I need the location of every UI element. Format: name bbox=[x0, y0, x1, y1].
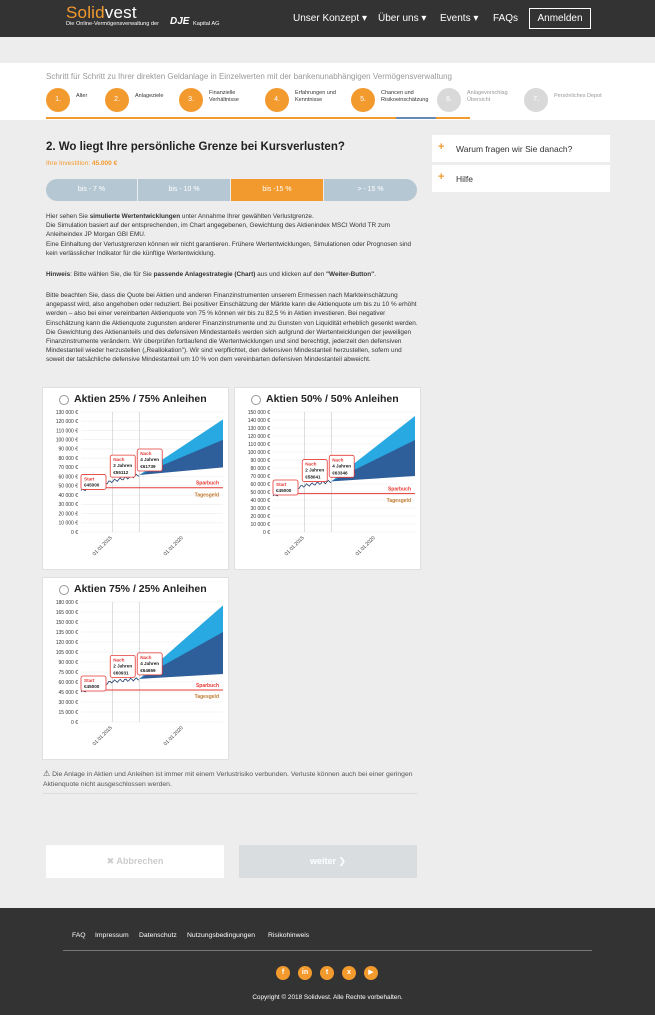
logo-dje: DJE bbox=[170, 16, 190, 27]
y-tick-label: 130 000 € bbox=[55, 409, 78, 416]
radio-button[interactable] bbox=[251, 395, 261, 405]
chart-50-50 bbox=[235, 408, 420, 568]
footer-divider bbox=[63, 950, 592, 951]
y-tick-label: 80 000 € bbox=[250, 465, 270, 472]
callout-value: €45000 bbox=[84, 482, 100, 488]
y-tick-label: 30 000 € bbox=[58, 699, 78, 706]
callout-label: 4 Jahren bbox=[332, 463, 352, 469]
y-tick-label: 90 000 € bbox=[250, 457, 270, 464]
step-number: 6. bbox=[437, 88, 461, 112]
callout-value: €45000 bbox=[276, 488, 292, 493]
y-tick-label: 120 000 € bbox=[55, 419, 78, 426]
step-label-line1: Erfahrungen und bbox=[295, 90, 336, 96]
y-tick-label: 0 € bbox=[71, 529, 78, 536]
faq-why-label: Warum fragen wir Sie danach? bbox=[456, 144, 573, 154]
footer-link-risikohinweis[interactable]: Risikohinweis bbox=[268, 932, 310, 939]
callout-label: Nach bbox=[140, 451, 152, 457]
x-tick-label: 01.01.2020 bbox=[354, 535, 377, 558]
callout-label: 2 Jahren bbox=[305, 467, 325, 473]
step-label-line1: Persönliches Depot bbox=[554, 93, 602, 99]
chevron-down-icon: ▾ bbox=[361, 13, 367, 24]
y-tick-label: 110 000 € bbox=[248, 441, 270, 448]
xing-icon[interactable]: x bbox=[342, 966, 356, 980]
footer bbox=[0, 908, 655, 1015]
divider bbox=[43, 793, 417, 794]
cancel-button[interactable] bbox=[46, 845, 224, 878]
progress-bar-current bbox=[396, 117, 436, 119]
radio-button[interactable] bbox=[59, 585, 69, 595]
step-label-line2: Verhältnisse bbox=[209, 97, 239, 103]
callout-label: Start bbox=[84, 476, 95, 482]
y-tick-label: 30 000 € bbox=[58, 502, 78, 509]
y-tick-label: 120 000 € bbox=[247, 433, 270, 440]
y-tick-label: 15 000 € bbox=[58, 709, 78, 716]
callout-label: 4 Jahren bbox=[140, 660, 160, 666]
callout-label: Start bbox=[84, 678, 95, 683]
chevron-down-icon: ▾ bbox=[473, 13, 479, 24]
y-tick-label: 30 000 € bbox=[250, 505, 270, 512]
callout-label: Nach bbox=[305, 461, 317, 467]
y-tick-label: 60 000 € bbox=[58, 679, 78, 686]
y-tick-label: 105 000 € bbox=[55, 649, 78, 656]
x-tick-label: 01.01.2020 bbox=[162, 725, 185, 748]
step-label bbox=[554, 93, 602, 100]
step-label-line1: Alter bbox=[76, 93, 88, 99]
step-number: 2. bbox=[105, 88, 129, 112]
investment-value: 45.000 € bbox=[91, 160, 118, 167]
nav-unser-konzept[interactable] bbox=[293, 13, 367, 24]
step-label-line1: Anlageziele bbox=[135, 93, 164, 99]
callout-label: Nach bbox=[113, 657, 125, 663]
y-tick-label: 80 000 € bbox=[58, 455, 78, 462]
nav-ueber-uns[interactable] bbox=[378, 13, 426, 24]
callout-label: Nach bbox=[140, 654, 152, 660]
y-tick-label: 130 000 € bbox=[247, 425, 270, 432]
cancel-label: Abbrechen bbox=[116, 856, 164, 866]
close-icon: ✖ bbox=[106, 856, 115, 866]
callout-label: Start bbox=[276, 482, 287, 487]
step-label-line1: Finanzielle bbox=[209, 90, 236, 96]
linkedin-icon[interactable]: in bbox=[298, 966, 312, 980]
chart-25-75 bbox=[43, 408, 228, 568]
chevron-right-icon: ❯ bbox=[338, 856, 347, 866]
y-tick-label: 10 000 € bbox=[58, 520, 78, 527]
next-button[interactable] bbox=[239, 845, 417, 878]
hint-bold: passende Anlagestrategie (Chart) bbox=[153, 271, 256, 278]
footer-link-impressum[interactable]: Impressum bbox=[95, 932, 129, 939]
chart-title: Aktien 25% / 75% Anleihen bbox=[74, 393, 207, 405]
y-tick-label: 90 000 € bbox=[58, 446, 78, 453]
nav-events[interactable] bbox=[440, 13, 478, 24]
youtube-icon[interactable]: ▶ bbox=[364, 966, 378, 980]
callout-value: €64659 bbox=[140, 667, 156, 673]
help-label: Hilfe bbox=[456, 174, 474, 184]
step-label-line2: Kenntnisse bbox=[295, 97, 323, 103]
y-tick-label: 10 000 € bbox=[250, 521, 270, 528]
nav-label: Unser Konzept bbox=[293, 13, 360, 24]
x-tick-label: 01.01.2015 bbox=[91, 535, 114, 558]
nav-label: Events bbox=[440, 13, 471, 24]
y-tick-label: 140 000 € bbox=[247, 417, 270, 424]
y-tick-label: 150 000 € bbox=[247, 409, 270, 416]
callout-value: €55112 bbox=[113, 470, 129, 476]
step-bar bbox=[0, 63, 655, 120]
step-number: 1. bbox=[46, 88, 70, 112]
step-label bbox=[209, 90, 239, 104]
next-label: weiter bbox=[309, 856, 336, 866]
callout-label: Nach bbox=[332, 457, 344, 463]
plus-icon: + bbox=[438, 171, 445, 183]
callout-value: €58041 bbox=[305, 474, 321, 480]
footer-link-faq[interactable]: FAQ bbox=[72, 932, 86, 939]
radio-button[interactable] bbox=[59, 395, 69, 405]
investment-amount bbox=[46, 160, 117, 167]
y-tick-label: 120 000 € bbox=[55, 639, 78, 646]
hint-text: : Bitte wählen Sie, die für Sie bbox=[70, 271, 154, 278]
copyright: Copyright © 2018 Solidvest. Alle Rechte vorbehalten. bbox=[252, 994, 403, 1001]
callout-label: Nach bbox=[113, 457, 125, 463]
login-button[interactable]: Anmelden bbox=[529, 8, 591, 29]
intro-bold: simulierte Wertentwicklungen bbox=[89, 213, 181, 220]
y-tick-label: 20 000 € bbox=[250, 513, 270, 520]
callout-value: €63346 bbox=[332, 470, 348, 476]
step-number: 4. bbox=[265, 88, 289, 112]
tagesgeld-label: Tagesgeld bbox=[194, 492, 219, 499]
plus-icon: + bbox=[438, 141, 445, 153]
callout-label: 4 Jahren bbox=[140, 457, 160, 463]
y-tick-label: 110 000 € bbox=[56, 428, 78, 435]
option-bis-15[interactable]: bis -15 % bbox=[231, 179, 323, 201]
risk-warning bbox=[43, 769, 417, 790]
y-tick-label: 40 000 € bbox=[58, 492, 78, 499]
intro-text: Die Simulation basiert auf der entsprechenden, im Chart angegebenen, Gewichtung des Aktienindex MSCI World TR zum Anleiheindex JP Morgan GBI EMU. bbox=[46, 222, 390, 239]
tagesgeld-label: Tagesgeld bbox=[194, 694, 219, 700]
x-tick-label: 01.01.2015 bbox=[283, 535, 306, 558]
y-tick-label: 60 000 € bbox=[250, 481, 270, 488]
callout-label: 2 Jahren bbox=[113, 463, 133, 469]
y-tick-label: 45 000 € bbox=[58, 689, 78, 696]
intro-text: unter Annahme Ihrer gewählten Verlustgrenze. bbox=[180, 213, 314, 220]
step-label-line2: Übersicht bbox=[467, 97, 491, 103]
step-label bbox=[467, 90, 508, 104]
logo-vest: vest bbox=[104, 3, 137, 22]
chart-title: Aktien 75% / 25% Anleihen bbox=[74, 583, 207, 595]
logo[interactable] bbox=[66, 3, 137, 23]
risk-warning-text: Die Anlage in Aktien und Anleihen ist immer mit einem Verlustrisiko verbunden. Verluste können auch bei einer geringen Aktienquote nicht ausgeschlossen werden. bbox=[43, 771, 413, 788]
y-tick-label: 165 000 € bbox=[55, 609, 78, 616]
y-tick-label: 70 000 € bbox=[58, 465, 78, 472]
hint-label: Hinweis bbox=[46, 271, 71, 278]
logo-tagline: Die Online-Vermögensverwaltung der bbox=[66, 21, 159, 27]
callout-value: €60931 bbox=[113, 670, 129, 676]
investment-label: Ihre Investition: bbox=[46, 160, 91, 167]
y-tick-label: 40 000 € bbox=[250, 497, 270, 504]
step-label-line1: Chancen und bbox=[381, 90, 414, 96]
footer-link-datenschutz[interactable]: Datenschutz bbox=[139, 932, 177, 939]
facebook-icon[interactable]: f bbox=[276, 966, 290, 980]
y-tick-label: 180 000 € bbox=[55, 599, 78, 606]
logo-kapital: Kapital AG bbox=[193, 21, 220, 27]
step-number: 7. bbox=[524, 88, 548, 112]
question-title: 2. Wo liegt Ihre persönliche Grenze bei Kursverlusten? bbox=[46, 141, 345, 153]
header bbox=[0, 0, 655, 37]
steps-title: Schritt für Schritt zu Ihrer direkten Geldanlage in Einzelwerten mit der bankenunabhängigen Vermögensverwaltung bbox=[46, 72, 453, 81]
x-tick-label: 01.01.2020 bbox=[162, 535, 185, 558]
chart-title: Aktien 50% / 50% Anleihen bbox=[266, 393, 399, 405]
help-accordion[interactable] bbox=[432, 165, 610, 192]
step-label bbox=[295, 90, 336, 104]
intro-text: Hier sehen Sie bbox=[46, 213, 90, 220]
step-number: 5. bbox=[351, 88, 375, 112]
option-bis-7[interactable]: bis - 7 % bbox=[46, 179, 137, 201]
hint-paragraph bbox=[46, 270, 420, 279]
warning-icon: ⚠ bbox=[43, 769, 51, 778]
nav-label: Über uns bbox=[378, 13, 419, 24]
y-tick-label: 135 000 € bbox=[55, 629, 78, 636]
y-tick-label: 100 000 € bbox=[247, 449, 270, 456]
y-tick-label: 60 000 € bbox=[58, 474, 78, 481]
x-tick-label: 01.01.2015 bbox=[91, 725, 114, 748]
hint-text: . bbox=[374, 271, 376, 278]
y-tick-label: 100 000 € bbox=[55, 437, 78, 444]
y-tick-label: 150 000 € bbox=[55, 619, 78, 626]
logo-solid: Solid bbox=[66, 3, 105, 22]
y-tick-label: 90 000 € bbox=[58, 659, 78, 666]
y-tick-label: 75 000 € bbox=[58, 669, 78, 676]
callout-value: €61739 bbox=[140, 464, 156, 470]
step-label-line1: Anlagevorschlag bbox=[467, 90, 508, 96]
callout-value: €45000 bbox=[84, 684, 100, 689]
y-tick-label: 70 000 € bbox=[250, 473, 270, 480]
step-label bbox=[381, 90, 428, 104]
option-bis-10[interactable]: bis - 10 % bbox=[138, 179, 230, 201]
nav-faqs[interactable]: FAQs bbox=[493, 13, 519, 24]
intro-paragraph bbox=[46, 212, 420, 258]
hint-bold: "Weiter-Button" bbox=[326, 271, 375, 278]
chart-card-75-25[interactable] bbox=[42, 577, 229, 760]
step-label bbox=[76, 93, 87, 100]
chart-card-50-50[interactable] bbox=[234, 387, 421, 570]
callout-label: 2 Jahren bbox=[113, 663, 133, 669]
tagesgeld-label: Tagesgeld bbox=[386, 498, 411, 504]
hint-text: aus und klicken auf den bbox=[255, 271, 327, 278]
y-tick-label: 50 000 € bbox=[58, 483, 78, 490]
disclaimer-paragraph: Bitte beachten Sie, dass die Quote bei Aktien und anderen Finanzinstrumenten unserem Ermessen nach Markteinschätzung angepasst wird, also angehoben oder reduziert. Bei positiver Einschätzung der Märkte kann die Aktienquote um bis zu 10 % erhöht werden – also bei einer vereinbarten Aktienquote von 75 % können wir bis zu 82,5 % in Aktien investieren. Bei negativer Einschätzung kann die Aktienquote zugunsten anderer Finanzinstrumente und zu Gunsten von Liquidität erheblich gesenkt werden. Die Gewichtung des Aktienanteils und des defensiven Mindestanteils werden sich aufgrund der Wertentwicklungen der jeweiligen Finanzinstrumente verändern. Wir überprüfen fortlaufend die Wertentwicklungen und sind berechtigt, jederzeit den defensiven Mindestanteil wieder herzustellen („Reallokation"). Wir sind verpflichtet, den defensiven Mindestanteil herzustellen, sofern und soweit der tatsächliche defensive Mindestanteil um 10 % von dem vereinbarten defensiven Mindestanteil abweicht. bbox=[46, 292, 418, 364]
chart-75-25 bbox=[43, 598, 228, 758]
y-tick-label: 50 000 € bbox=[250, 489, 270, 496]
twitter-icon[interactable]: t bbox=[320, 966, 334, 980]
y-tick-label: 20 000 € bbox=[58, 511, 78, 518]
step-label-line2: Risikoeinschätzung bbox=[381, 97, 429, 103]
intro-text: Eine Einhaltung der Verlustgrenzen können wir nicht garantieren. Frühere Wertentwicklungen, Simulationen oder Prognosen sind kein verlässlicher Indikator für die künftige Wertentwicklung. bbox=[46, 240, 412, 257]
chevron-down-icon: ▾ bbox=[421, 13, 427, 24]
chart-card-25-75[interactable] bbox=[42, 387, 229, 570]
step-number: 3. bbox=[179, 88, 203, 112]
faq-why-accordion[interactable] bbox=[432, 135, 610, 162]
sparbuch-label: Sparbuch bbox=[195, 683, 219, 689]
sparbuch-label: Sparbuch bbox=[387, 486, 411, 493]
y-tick-label: 0 € bbox=[263, 529, 270, 536]
option-over-15[interactable]: > - 15 % bbox=[324, 179, 417, 201]
y-tick-label: 0 € bbox=[71, 719, 78, 726]
footer-link-nutzungsbedingungen[interactable]: Nutzungsbedingungen bbox=[187, 932, 256, 939]
sparbuch-label: Sparbuch bbox=[195, 480, 219, 487]
step-label bbox=[135, 93, 163, 100]
